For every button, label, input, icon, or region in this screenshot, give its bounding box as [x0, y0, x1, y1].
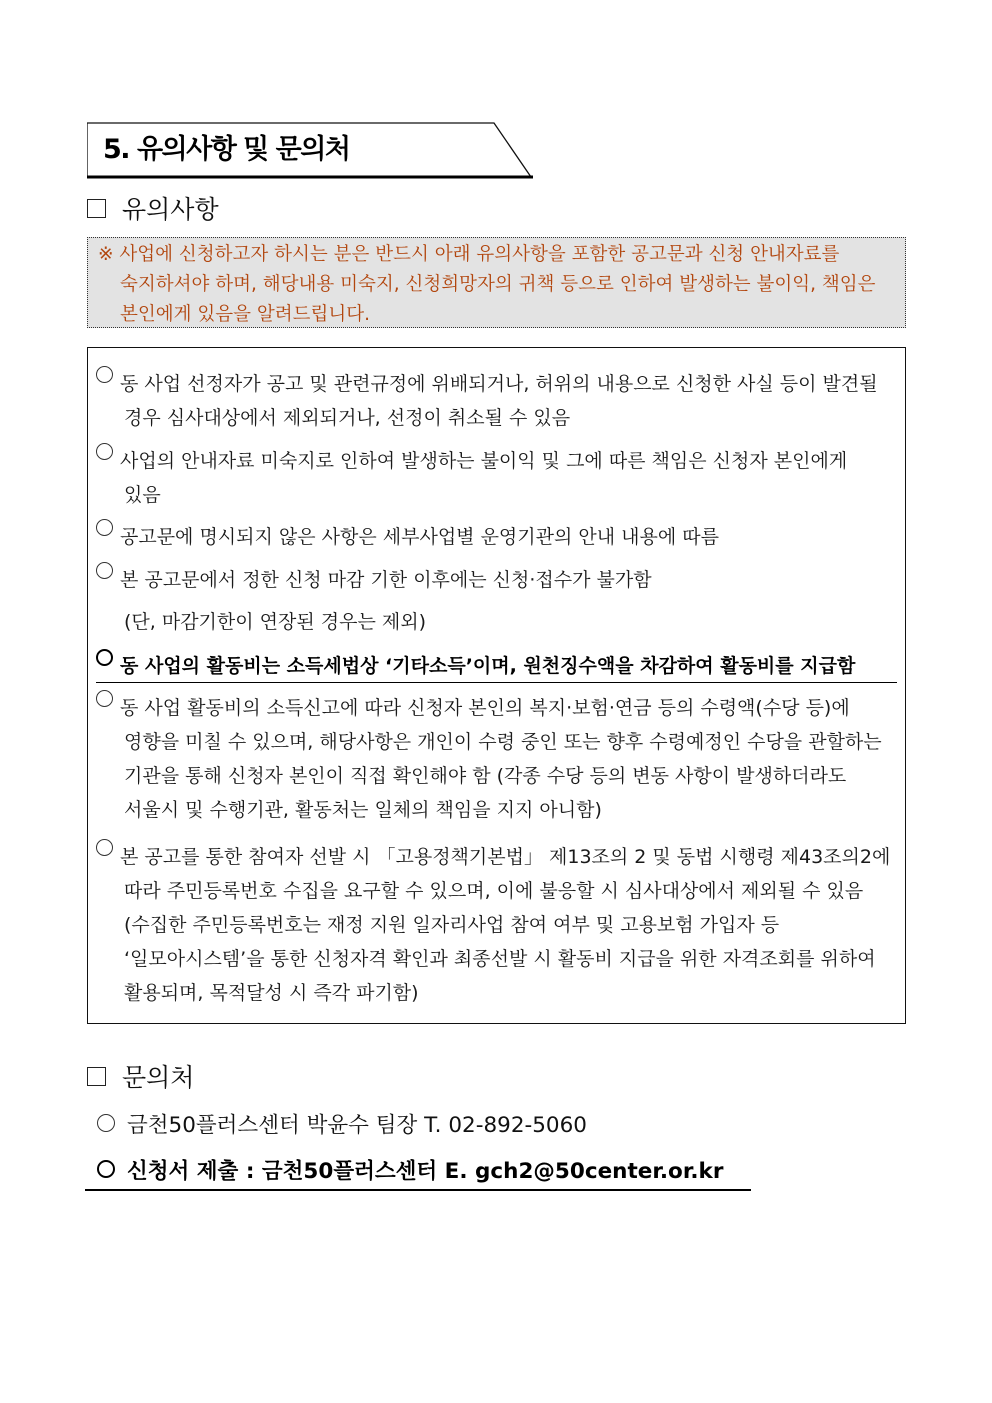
item-line: (수집한 주민등록번호는 재정 지원 일자리사업 참여 여부 및 고용보험 가입자 등: [124, 914, 780, 936]
square-bullet-icon: [87, 199, 106, 218]
caution-item: [96, 520, 897, 554]
item-line: 영향을 미칠 수 있으며, 해당사항은 개인이 수령 중인 또는 향후 수령예정인 수당을 관할하는: [124, 731, 882, 753]
circle-bullet-icon: [96, 690, 113, 707]
contact-submission-line: [85, 1154, 751, 1191]
circle-bullet-icon: [96, 366, 113, 383]
contact-phone-line: [97, 1108, 587, 1139]
item-line: 서울시 및 수행기관, 활동처는 일체의 책임을 지지 아니함): [124, 799, 602, 821]
circle-bullet-icon: [97, 1160, 115, 1178]
circle-bullet-icon: [96, 562, 113, 579]
circle-bullet-icon: [96, 519, 113, 536]
contact-submission-text: 신청서 제출 : 금천50플러스센터 E. gch2@50center.or.kr: [127, 1159, 724, 1184]
notice-box: [87, 237, 906, 328]
section-heading: [87, 122, 533, 178]
item-line: ‘일모아시스템’을 통한 신청자격 확인과 최종선발 시 활동비 지급을 위한 자격조회를 위하여: [124, 948, 876, 970]
square-bullet-icon: [87, 1067, 106, 1086]
circle-bullet-icon: [96, 443, 113, 460]
notice-line: 숙지하셔야 하며, 해당내용 미숙지, 신청희망자의 귀책 등으로 인하여 발생하는 불이익, 책임은: [120, 274, 876, 295]
item-line: 동 사업 선정자가 공고 및 관련규정에 위배되거나, 허위의 내용으로 신청한 사실 등이 발견될: [96, 367, 897, 401]
circle-bullet-icon: [97, 1114, 115, 1132]
caution-items-box: [87, 347, 906, 1024]
caution-item: [96, 691, 897, 827]
item-line: 경우 심사대상에서 제외되거나, 선정이 취소될 수 있음: [124, 407, 571, 429]
caution-item: [96, 840, 897, 1010]
section-title: 5. 유의사항 및 문의처: [103, 134, 350, 165]
caution-item: [96, 563, 897, 639]
contact-subheading: [87, 1058, 194, 1094]
notice-subheading: [87, 190, 219, 226]
item-line: 활용되며, 목적달성 시 즉각 파기함): [124, 982, 419, 1004]
item-line: 동 사업의 활동비는 소득세법상 ‘기타소득’이며, 원천징수액을 차감하여 활동비를 지급함: [96, 650, 897, 683]
item-line: 공고문에 명시되지 않은 사항은 세부사업별 운영기관의 안내 내용에 따름: [96, 520, 897, 554]
notice-line: ※ 사업에 신청하고자 하시는 분은 반드시 아래 유의사항을 포함한 공고문과 신청 안내자료를: [98, 244, 840, 265]
item-line: 본 공고를 통한 참여자 선발 시 「고용정책기본법」 제13조의 2 및 동법 시행령 제43조의2에: [96, 840, 897, 874]
notice-subheading-label: 유의사항: [122, 195, 219, 224]
caution-item-emphasis: [96, 650, 897, 683]
caution-item: [96, 444, 897, 512]
item-line: 있음: [124, 484, 161, 506]
item-line: 따라 주민등록번호 수집을 요구할 수 있으며, 이에 불응할 시 심사대상에서 제외될 수 있음: [124, 880, 864, 902]
contact-phone-text: 금천50플러스센터 박윤수 팀장 T. 02-892-5060: [127, 1113, 587, 1138]
notice-line: 본인에게 있음을 알려드립니다.: [120, 304, 370, 325]
circle-bullet-icon: [96, 839, 113, 856]
contact-subheading-label: 문의처: [122, 1063, 195, 1092]
circle-bullet-icon: [96, 649, 113, 666]
item-line: 기관을 통해 신청자 본인이 직접 확인해야 함 (각종 수당 등의 변동 사항이 발생하더라도: [124, 765, 847, 787]
item-line: 사업의 안내자료 미숙지로 인하여 발생하는 불이익 및 그에 따른 책임은 신청자 본인에게: [96, 444, 897, 478]
item-line: 동 사업 활동비의 소득신고에 따라 신청자 본인의 복지·보험·연금 등의 수령액(수당 등)에: [96, 691, 897, 725]
item-line: (단, 마감기한이 연장된 경우는 제외): [124, 611, 426, 633]
item-line: 본 공고문에서 정한 신청 마감 기한 이후에는 신청·접수가 불가함: [96, 563, 897, 597]
caution-item: [96, 367, 897, 435]
